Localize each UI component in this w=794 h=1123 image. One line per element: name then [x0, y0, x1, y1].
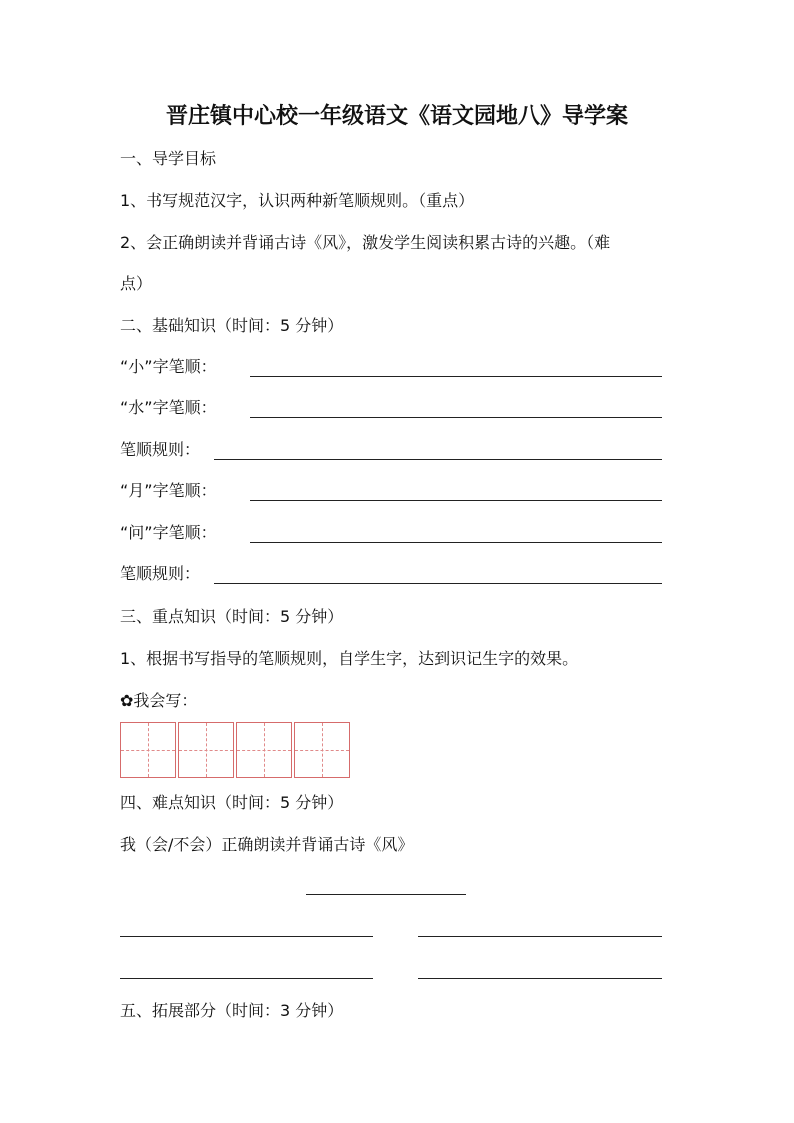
stroke-order-label-xiao: “小”字笔顺：: [120, 357, 217, 376]
page-title: 晋庄镇中心校一年级语文《语文园地八》导学案: [165, 103, 628, 129]
stroke-rule-label-2: 笔顺规则：: [120, 564, 201, 583]
stroke-order-label-wen: “问”字笔顺：: [120, 523, 217, 542]
hard-heading: 四、难点知识（时间：5 分钟）: [120, 793, 344, 812]
poem-line[interactable]: [120, 936, 373, 937]
answer-line[interactable]: [250, 417, 662, 418]
goal-1: 1、书写规范汉字，认识两种新笔顺规则。（重点）: [120, 191, 475, 210]
goal-2-line1: 2、会正确朗读并背诵古诗《风》，激发学生阅读积累古诗的兴趣。（难: [120, 233, 611, 252]
answer-line[interactable]: [250, 542, 662, 543]
tianzige-cell[interactable]: [178, 722, 234, 778]
poem-title-line[interactable]: [306, 894, 466, 895]
writing-grid: [120, 722, 350, 778]
goals-heading: 一、导学目标: [120, 149, 217, 168]
answer-line[interactable]: [214, 583, 662, 584]
answer-line[interactable]: [250, 376, 662, 377]
tianzige-cell[interactable]: [236, 722, 292, 778]
poem-line[interactable]: [120, 978, 373, 979]
extend-heading: 五、拓展部分（时间：3 分钟）: [120, 1001, 344, 1020]
poem-line[interactable]: [418, 936, 662, 937]
answer-line[interactable]: [214, 459, 662, 460]
basic-heading: 二、基础知识（时间：5 分钟）: [120, 316, 344, 335]
tianzige-cell[interactable]: [294, 722, 350, 778]
poem-line[interactable]: [418, 978, 662, 979]
tianzige-cell[interactable]: [120, 722, 176, 778]
key-heading: 三、重点知识（时间：5 分钟）: [120, 607, 344, 626]
stroke-order-label-yue: “月”字笔顺：: [120, 481, 217, 500]
answer-line[interactable]: [250, 500, 662, 501]
key-item-1: 1、根据书写指导的笔顺规则，自学生字，达到识记生字的效果。: [120, 649, 579, 668]
write-label: ✿我会写：: [120, 691, 198, 710]
hard-item: 我（会/不会）正确朗读并背诵古诗《风》: [120, 835, 414, 854]
stroke-order-label-shui: “水”字笔顺：: [120, 398, 217, 417]
stroke-rule-label-1: 笔顺规则：: [120, 440, 201, 459]
goal-2-line2: 点）: [120, 274, 153, 293]
